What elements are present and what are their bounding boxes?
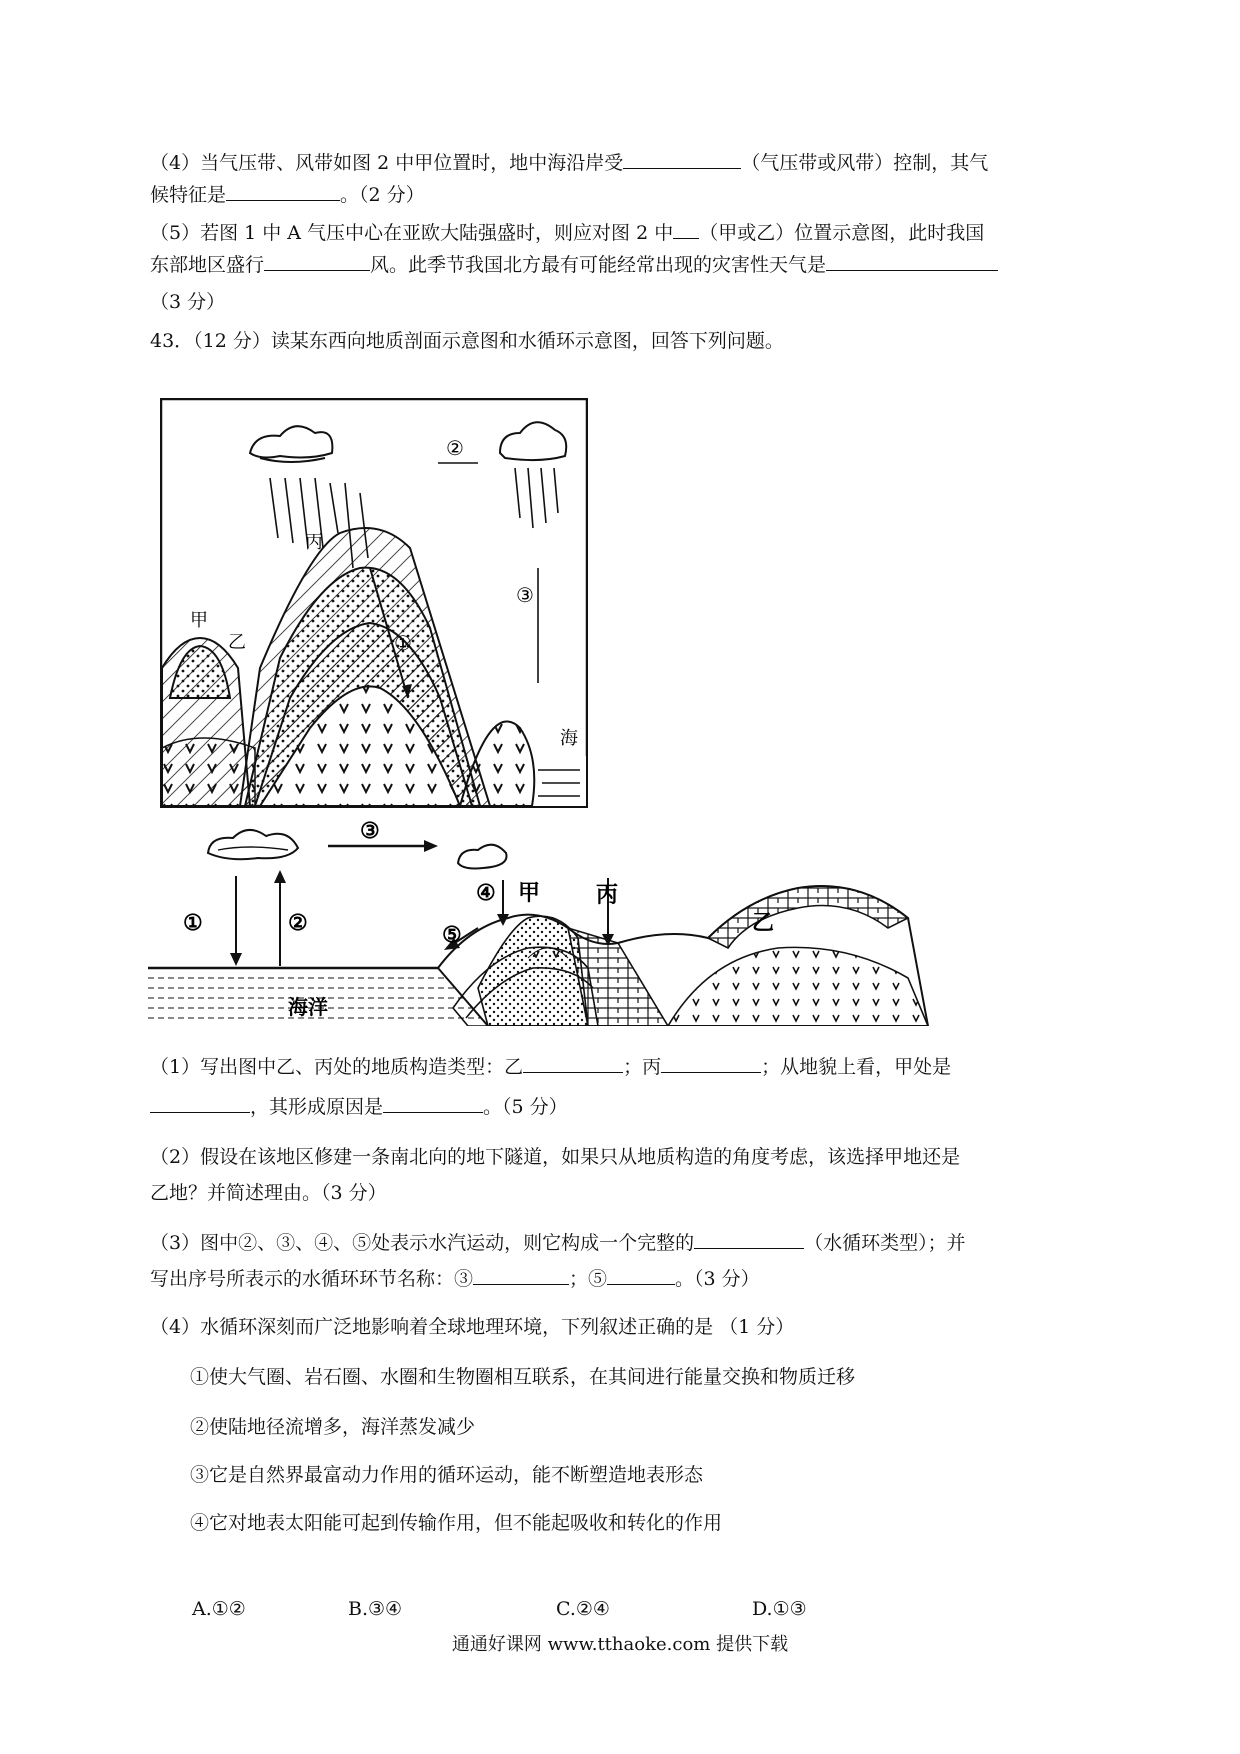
answer-blank[interactable]: [607, 1264, 675, 1285]
q43-part4-question: （4）水循环深刻而广泛地影响着全球地理环境，下列叙述正确的是 （1 分）: [150, 1316, 795, 1338]
page-footer: 通通好课网 www.tthaoke.com 提供下载: [451, 1634, 789, 1655]
fig2-circle-4: ④: [476, 880, 496, 906]
fig2-label-jia: 甲: [518, 880, 541, 906]
q43-part4-item-3: ③它是自然界最富动力作用的循环运动，能不断塑造地表形态: [190, 1464, 704, 1486]
q43-part2-line2: 乙地？并简述理由。（3 分）: [150, 1182, 387, 1204]
q42-part4-line1: （4）当气压带、风带如图 2 中甲位置时，地中海沿岸受 （气压带或风带）控制，其气: [150, 148, 988, 178]
fig1-label-yi: 乙: [228, 632, 246, 653]
fig1-circle-2: ②: [446, 436, 464, 460]
option-b[interactable]: B.③④: [348, 1598, 403, 1620]
answer-blank[interactable]: [473, 1264, 569, 1285]
q43-title: 43．（12 分）读某东西向地质剖面示意图和水循环示意图，回答下列问题。: [150, 330, 784, 352]
fig1-label-bing: 丙: [305, 532, 323, 553]
answer-blank[interactable]: [264, 250, 370, 271]
q43-part2-line1: （2）假设在该地区修建一条南北向的地下隧道，如果只从地质构造的角度考虑，该选择甲地还是: [150, 1146, 961, 1168]
q43-part4-item-2: ②使陆地径流增多，海洋蒸发减少: [190, 1416, 476, 1438]
q43-part4-item-4: ④它对地表太阳能可起到传输作用，但不能起吸收和转化的作用: [190, 1512, 723, 1534]
q43-part3-line2: 写出序号所表示的水循环环节名称：③ ；⑤ 。（3 分）: [150, 1264, 760, 1294]
fig2-circle-5: ⑤: [442, 922, 462, 948]
fig2-label-bing: 丙: [596, 882, 619, 908]
option-a[interactable]: A.①②: [192, 1598, 246, 1620]
option-d[interactable]: D.①③: [752, 1598, 807, 1620]
q43-part4-item-1: ①使大气圈、岩石圈、水圈和生物圈相互联系，在其间进行能量交换和物质迁移: [190, 1366, 856, 1388]
fig2-label-ocean: 海洋: [288, 995, 328, 1019]
fig1-label-hai: 海: [560, 728, 578, 749]
geologic-profile-figure: [160, 398, 588, 808]
q43-part3-line1: （3）图中②、③、④、⑤处表示水汽运动，则它构成一个完整的 （水循环类型）；并: [150, 1228, 966, 1258]
q43-part1-line2: ，其形成原因是 。（5 分）: [150, 1092, 568, 1122]
q42-part4-line2: 候特征是 。（2 分）: [150, 180, 425, 210]
fig2-circle-1: ①: [183, 910, 203, 936]
water-cycle-figure: [148, 818, 948, 1026]
q43-part1-line1: （1）写出图中乙、丙处的地质构造类型：乙 ；丙 ；从地貌上看，甲处是: [150, 1052, 951, 1082]
fig1-circle-1: ①: [394, 631, 412, 655]
answer-blank[interactable]: [826, 250, 998, 271]
answer-blank[interactable]: [523, 1052, 623, 1073]
answer-blank[interactable]: [673, 218, 699, 239]
q42-part5-line2: 东部地区盛行 风。此季节我国北方最有可能经常出现的灾害性天气是: [150, 250, 998, 280]
fig1-circle-3: ③: [516, 583, 534, 607]
q42-part5-line1: （5）若图 1 中 A 气压中心在亚欧大陆强盛时，则应对图 2 中 （甲或乙）位置示意图，此时我国: [150, 218, 984, 248]
answer-blank[interactable]: [661, 1052, 761, 1073]
fig2-label-yi: 乙: [752, 910, 775, 936]
answer-blank[interactable]: [694, 1228, 804, 1249]
answer-blank[interactable]: [226, 180, 340, 201]
q42-part5-line3: （3 分）: [150, 291, 226, 313]
option-c[interactable]: C.②④: [556, 1598, 610, 1620]
fig1-label-jia: 甲: [190, 610, 208, 631]
answer-blank[interactable]: [150, 1092, 250, 1113]
fig2-circle-2: ②: [288, 910, 308, 936]
answer-blank[interactable]: [383, 1092, 483, 1113]
fig2-circle-3: ③: [360, 818, 380, 844]
answer-blank[interactable]: [623, 148, 741, 169]
